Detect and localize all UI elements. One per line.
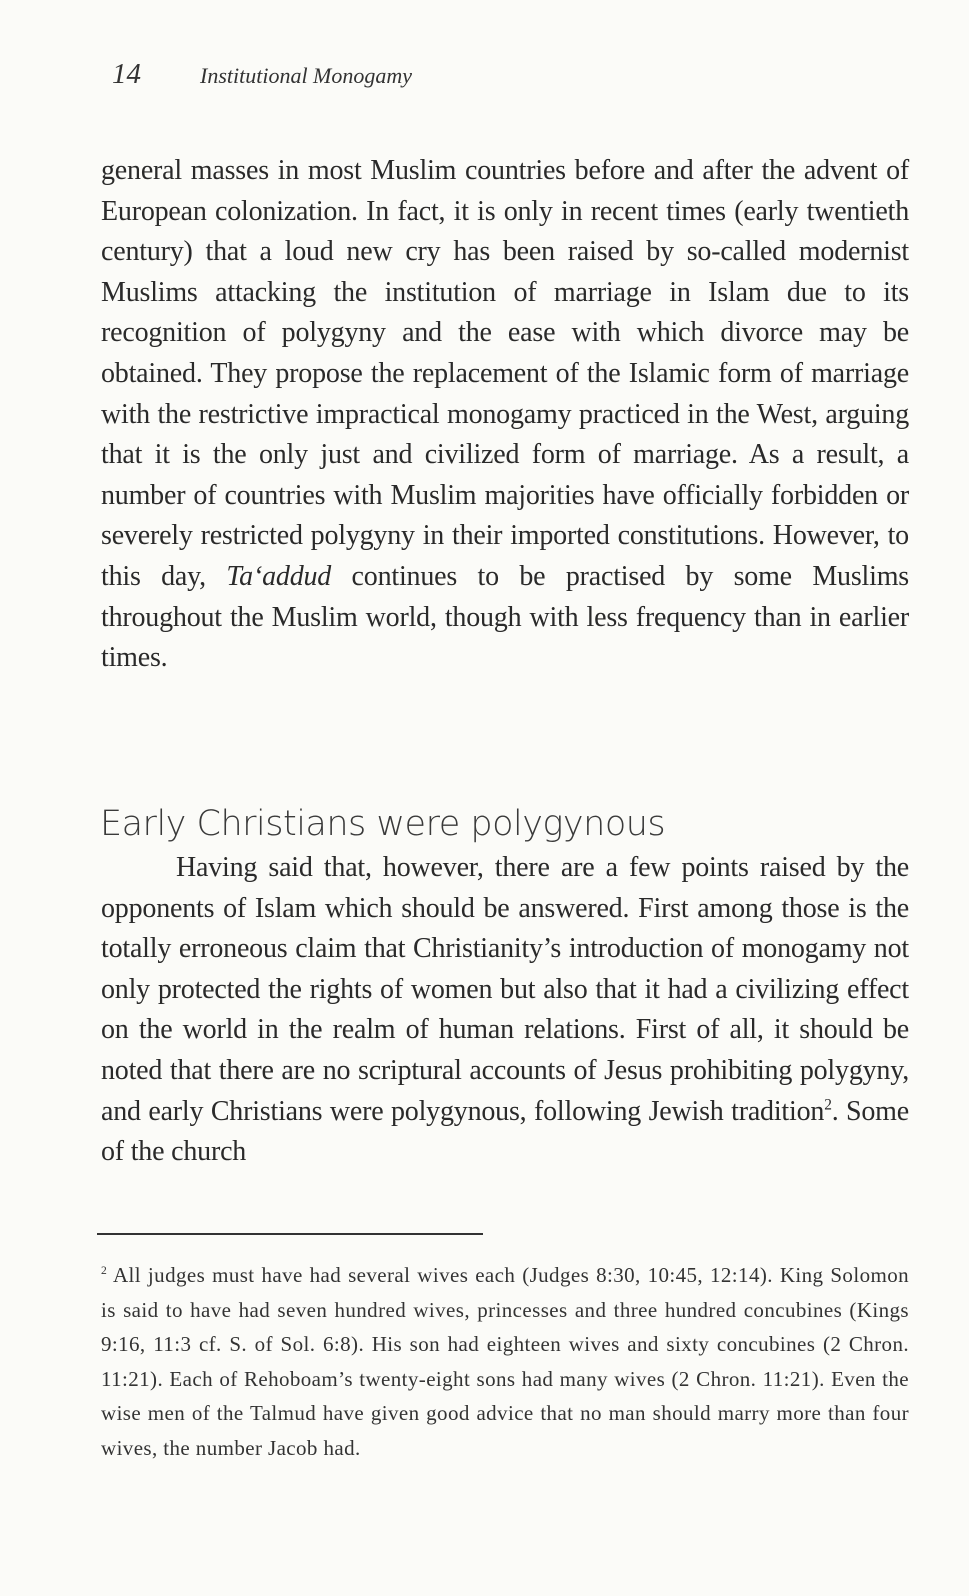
paragraph-text (101, 151, 909, 679)
arabic-term: Ta‘addud (226, 560, 332, 592)
footnote-marker: 2 (101, 1265, 108, 1277)
book-title: Institutional Monogamy (200, 63, 413, 88)
page-number: 14 (112, 58, 141, 90)
footnote-divider (97, 1233, 483, 1235)
paragraph-text-part: Having said that, however, there are a few points raised by the opponents of Islam which should be answered. First among those is the totally erroneous claim that Christianity’s introduction of monogamy not only protected the rights of women but also that it had a civilizing effect on the world in the realm of human relations. First of all, it should be noted that there are no scriptural accounts of Jesus prohibiting polygyny, and early Christians were polygynous, following Jewish tradition (101, 852, 909, 1127)
footnote-reference[interactable]: 2 (824, 1096, 832, 1114)
section-heading: Early Christians were polygynous (100, 804, 666, 845)
body-paragraph-2 (101, 848, 909, 1173)
paragraph-text-part: . Some of the church (101, 1095, 909, 1168)
footnote-body: All judges must have had several wives each (Judges 8:30, 10:45, 12:14). King Solomon is said to have had seven hundred wives, princesses and three hundred concubines (Kings 9:16, 11:3 cf. S. of Sol. 6:8). His son had eighteen wives and sixty concubines (2 Chron. 11:21). Each of Rehoboam’s twenty-eight sons had many wives (2 Chron. 11:21). Even the wise men of the Talmud have given good advice that no man should marry more than four wives, the number Jacob had. (101, 1263, 909, 1460)
paragraph-text-part: continues to be practised by some Muslims throughout the Muslim world, though with less frequency than in earlier times. (101, 560, 909, 674)
running-head (112, 58, 412, 91)
paragraph-text-part: general masses in most Muslim countries before and after the advent of European colonization. In fact, it is only in recent times (early twentieth century) that a loud new cry has been raised by so-called modernist Muslims attacking the institution of marriage in Islam due to its recognition of polygyny and the ease with which divorce may be obtained. They propose the replacement of the Islamic form of marriage with the restrictive impractical monogamy practiced in the West, arguing that it is the only just and civilized form of marriage. As a result, a number of countries with Muslim majorities have officially forbidden or severely restricted polygyny in their imported constitutions. However, to this day, (101, 155, 909, 592)
footnote (101, 1258, 909, 1466)
paragraph-text (101, 848, 909, 1173)
footnote-text (101, 1258, 909, 1466)
body-paragraph-1 (101, 151, 909, 679)
